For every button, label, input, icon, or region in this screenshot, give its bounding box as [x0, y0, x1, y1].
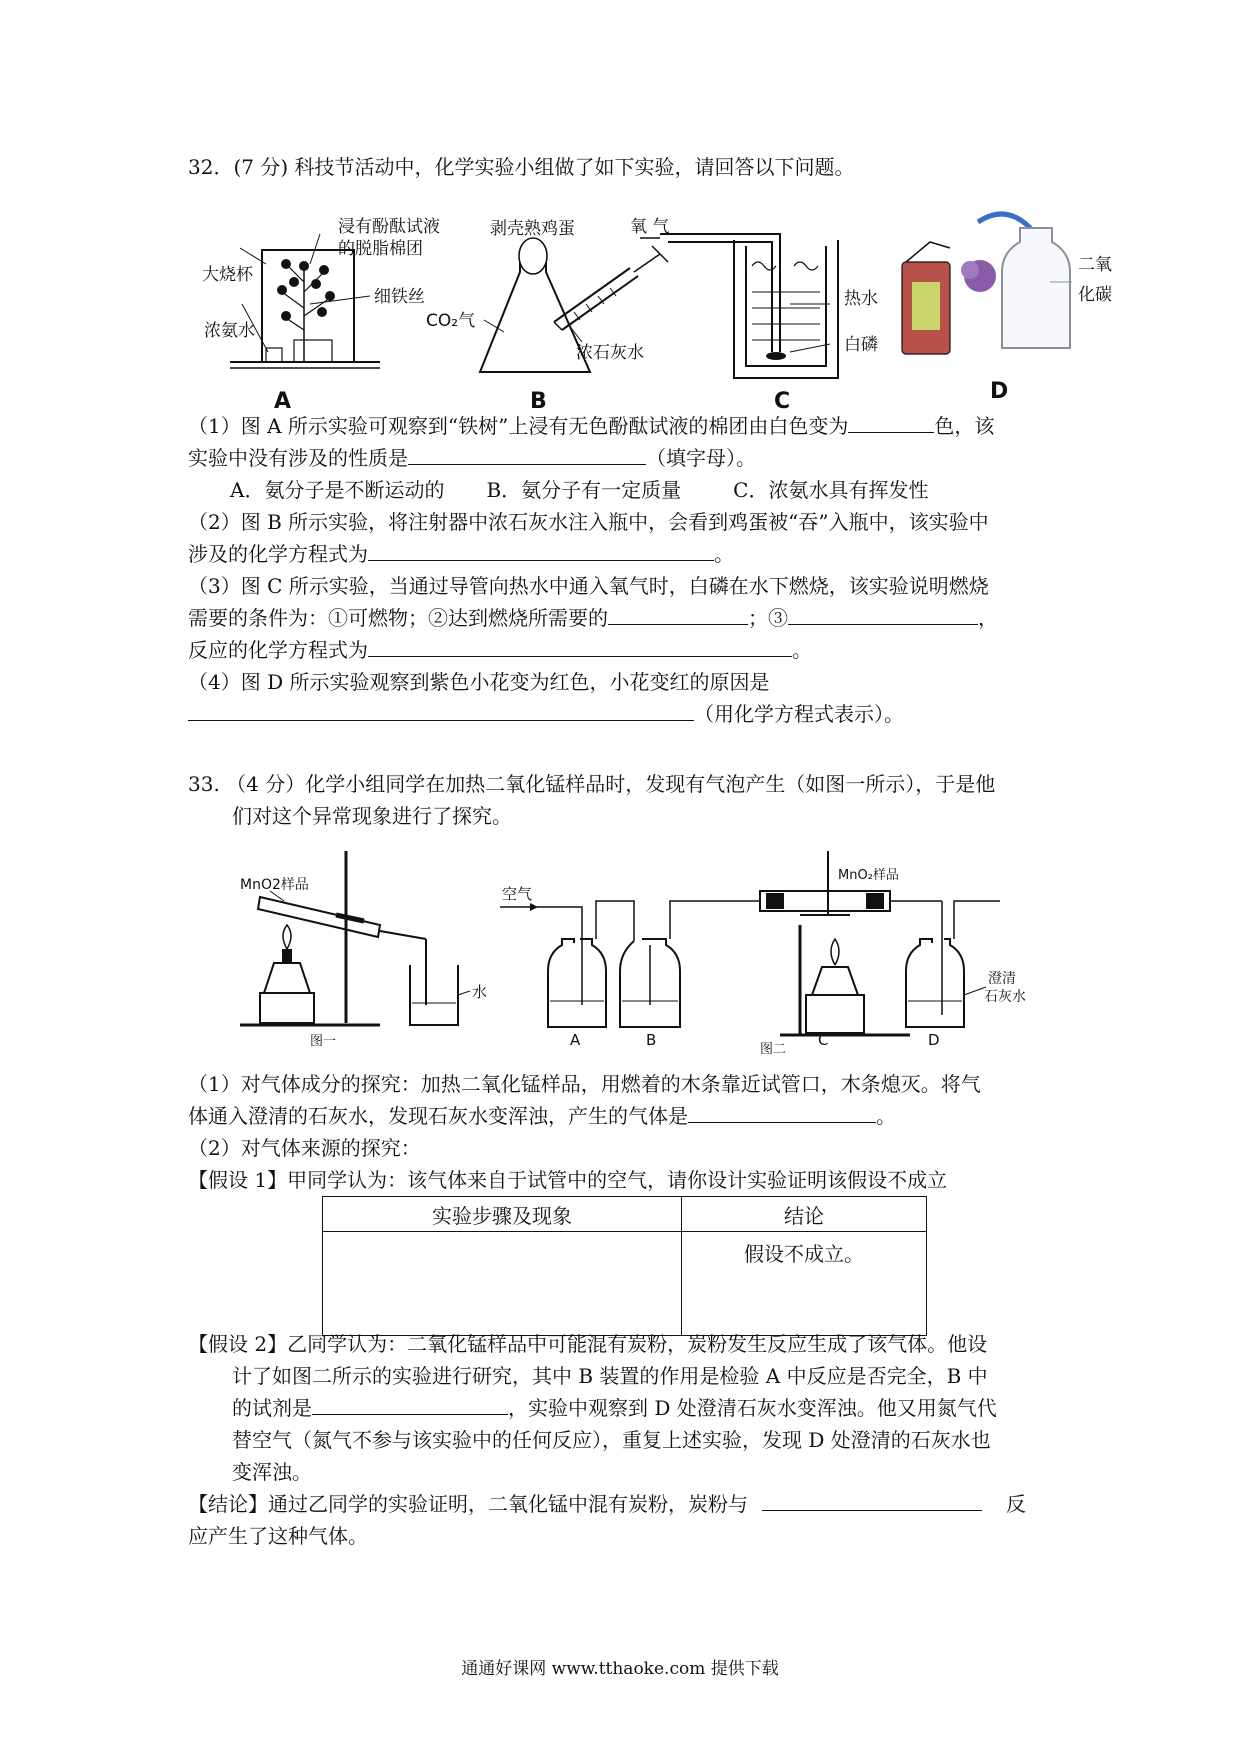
label-c-hotwater: 热水	[844, 289, 878, 309]
q32-p3-line1: （3）图 C 所示实验，当通过导管向热水中通入氧气时，白磷在水下燃烧，该实验说明燃烧	[188, 574, 989, 598]
q33-conclusion-line2: 应产生了这种气体。	[188, 1524, 368, 1548]
option-a: A．氨分子是不断运动的	[230, 478, 445, 502]
q32-p1-text-b: 色，该	[934, 414, 995, 438]
label-d-gas-1: 二氧	[1078, 255, 1112, 275]
label-b-letter: B	[530, 389, 547, 414]
q33-p1-line2	[188, 1102, 896, 1130]
fig2-caption: 图二	[760, 1042, 787, 1057]
q32-p1-options	[230, 476, 928, 504]
fig2-letter-a: A	[570, 1031, 581, 1049]
fig2-letter-d: D	[928, 1031, 940, 1049]
q32-figure	[190, 212, 1112, 414]
table-header-row	[323, 1197, 927, 1232]
q32-p1-text-d: （填字母）。	[646, 446, 756, 470]
table-header-steps: 实验步骤及现象	[323, 1197, 682, 1232]
table-row	[323, 1232, 927, 1336]
q33-p2: （2）对气体来源的探究：	[188, 1136, 421, 1160]
q32-p3-answer-blank-2[interactable]	[788, 604, 978, 625]
q33-figure	[240, 845, 1070, 1055]
q32-p1-text-c: 实验中没有涉及的性质是	[188, 446, 408, 470]
fig2-letter-c: C	[818, 1031, 829, 1049]
q32-p4-text-b: （用化学方程式表示）。	[694, 702, 904, 726]
label-a-cotton-1: 浸有酚酞试液	[338, 217, 440, 237]
q32-p1-answer-blank-2[interactable]	[408, 444, 646, 465]
label-a-beaker: 大烧杯	[202, 265, 253, 285]
q32-p3-text-e: 反应的化学方程式为	[188, 638, 368, 662]
fig2-label-sample: MnO₂样品	[838, 868, 899, 883]
label-a-wire: 细铁丝	[374, 287, 425, 307]
figure-d-apparatus	[902, 214, 1072, 354]
fig1-caption: 图一	[310, 1034, 337, 1049]
q33-h2-text-a: 的试剂是	[232, 1396, 312, 1420]
fig1-label-sample: MnO2样品	[240, 877, 309, 893]
table-cell-conclusion: 假设不成立。	[682, 1232, 927, 1336]
label-a-cotton-2: 的脱脂棉团	[338, 239, 423, 259]
label-c-letter: C	[774, 389, 791, 414]
q33-conclusion-line1	[188, 1490, 1026, 1518]
figure-2-apparatus	[500, 851, 1000, 1035]
q33-h2-text-b: ，实验中观察到 D 处澄清石灰水变浑浊。他又用氮气代	[508, 1396, 997, 1420]
experiment-table	[322, 1196, 927, 1336]
q33-p1-line1: （1）对气体成分的探究：加热二氧化锰样品，用燃着的木条靠近试管口，木条熄灭。将气	[188, 1072, 981, 1096]
label-a-letter: A	[274, 389, 292, 414]
q33-conclusion-text-a: 【结论】通过乙同学的实验证明，二氧化锰中混有炭粉，炭粉与	[188, 1492, 748, 1516]
q32-p2-text-c: 。	[714, 542, 734, 566]
q33-hypothesis-2-line4: 替空气（氮气不参与该实验中的任何反应），重复上述实验，发现 D 处澄清的石灰水也	[232, 1428, 991, 1452]
q33-conclusion-text-b: 反	[1006, 1492, 1026, 1516]
q32-p4-answer-blank[interactable]	[188, 700, 694, 721]
table-cell-steps-answer[interactable]	[323, 1232, 682, 1336]
fig2-label-limewater-2: 石灰水	[984, 989, 1026, 1005]
q32-p3-line2	[188, 604, 998, 632]
q33-p1-answer-blank[interactable]	[688, 1102, 876, 1123]
q32-p1-line2	[188, 444, 756, 472]
fig2-label-air: 空气	[502, 885, 533, 903]
q32-p3-text-f: 。	[792, 638, 812, 662]
fig2-label-limewater-1: 澄清	[988, 971, 1016, 987]
q33-title-line1: 33. （4 分）化学小组同学在加热二氧化锰样品时，发现有气泡产生（如图一所示），于是他	[188, 772, 996, 796]
fig1-label-water: 水	[472, 983, 488, 1001]
label-c-oxygen: 氧 气	[630, 217, 670, 237]
q32-p2-text-b: 涉及的化学方程式为	[188, 542, 368, 566]
option-b: B．氨分子有一定质量	[486, 478, 682, 502]
q33-conclusion-answer-blank[interactable]	[762, 1490, 982, 1511]
label-c-phosphorus: 白磷	[844, 335, 878, 355]
q32-p4-line1: （4）图 D 所示实验观察到紫色小花变为红色，小花变红的原因是	[188, 670, 770, 694]
q33-hypothesis-2-line5: 变浑浊。	[232, 1460, 312, 1484]
q32-p3-text-d: ，	[978, 606, 998, 630]
q33-p1-text-b: 体通入澄清的石灰水，发现石灰水变浑浊，产生的气体是	[188, 1104, 688, 1128]
q33-title-line2: 们对这个异常现象进行了探究。	[232, 804, 512, 828]
q32-p3-answer-blank-1[interactable]	[608, 604, 748, 625]
q33-h2-answer-blank[interactable]	[312, 1394, 508, 1415]
figure-c-apparatus	[640, 234, 838, 378]
label-d-gas-2: 化碳	[1078, 285, 1112, 305]
label-b-co2: CO₂气	[426, 311, 476, 331]
q33-hypothesis-2-line1: 【假设 2】乙同学认为：二氧化锰样品中可能混有炭粉，炭粉发生反应生成了该气体。他设	[188, 1332, 988, 1356]
q33-hypothesis-2-line3	[232, 1394, 997, 1422]
q32-p1-line1	[188, 412, 994, 440]
q33-hypothesis-1: 【假设 1】甲同学认为：该气体来自于试管中的空气，请你设计实验证明该假设不成立	[188, 1168, 948, 1192]
q32-p1-answer-blank-1[interactable]	[848, 412, 934, 433]
q32-p3-text-c: ；③	[748, 606, 788, 630]
q32-p1-text-a: （1）图 A 所示实验可观察到“铁树”上浸有无色酚酞试液的棉团由白色变为	[188, 414, 849, 438]
q32-p2-line1: （2）图 B 所示实验，将注射器中浓石灰水注入瓶中，会看到鸡蛋被“吞”入瓶中，该实验中	[188, 510, 989, 534]
label-b-egg: 剥壳熟鸡蛋	[490, 219, 575, 239]
option-c: C．浓氨水具有挥发性	[733, 478, 929, 502]
q32-title: 32．(7 分) 科技节活动中，化学实验小组做了如下实验，请回答以下问题。	[188, 155, 855, 179]
label-a-ammonia: 浓氨水	[204, 321, 255, 341]
q32-p4-line2	[188, 700, 904, 728]
q32-p3-text-b: 需要的条件为：①可燃物；②达到燃烧所需要的	[188, 606, 608, 630]
label-b-lime: 浓石灰水	[576, 343, 644, 363]
q32-p3-answer-blank-3[interactable]	[368, 636, 792, 657]
q32-p2-answer-blank[interactable]	[368, 540, 714, 561]
q33-p1-text-c: 。	[876, 1104, 896, 1128]
page-footer: 通通好课网 www.tthaoke.com 提供下载	[461, 1659, 779, 1679]
q33-hypothesis-2-line2: 计了如图二所示的实验进行研究，其中 B 装置的作用是检验 A 中反应是否完全，B 中	[232, 1364, 988, 1388]
label-d-letter: D	[990, 379, 1009, 404]
q32-p2-line2	[188, 540, 734, 568]
table-header-conclusion: 结论	[682, 1197, 927, 1232]
q32-p3-line3	[188, 636, 812, 664]
fig2-letter-b: B	[646, 1031, 657, 1049]
